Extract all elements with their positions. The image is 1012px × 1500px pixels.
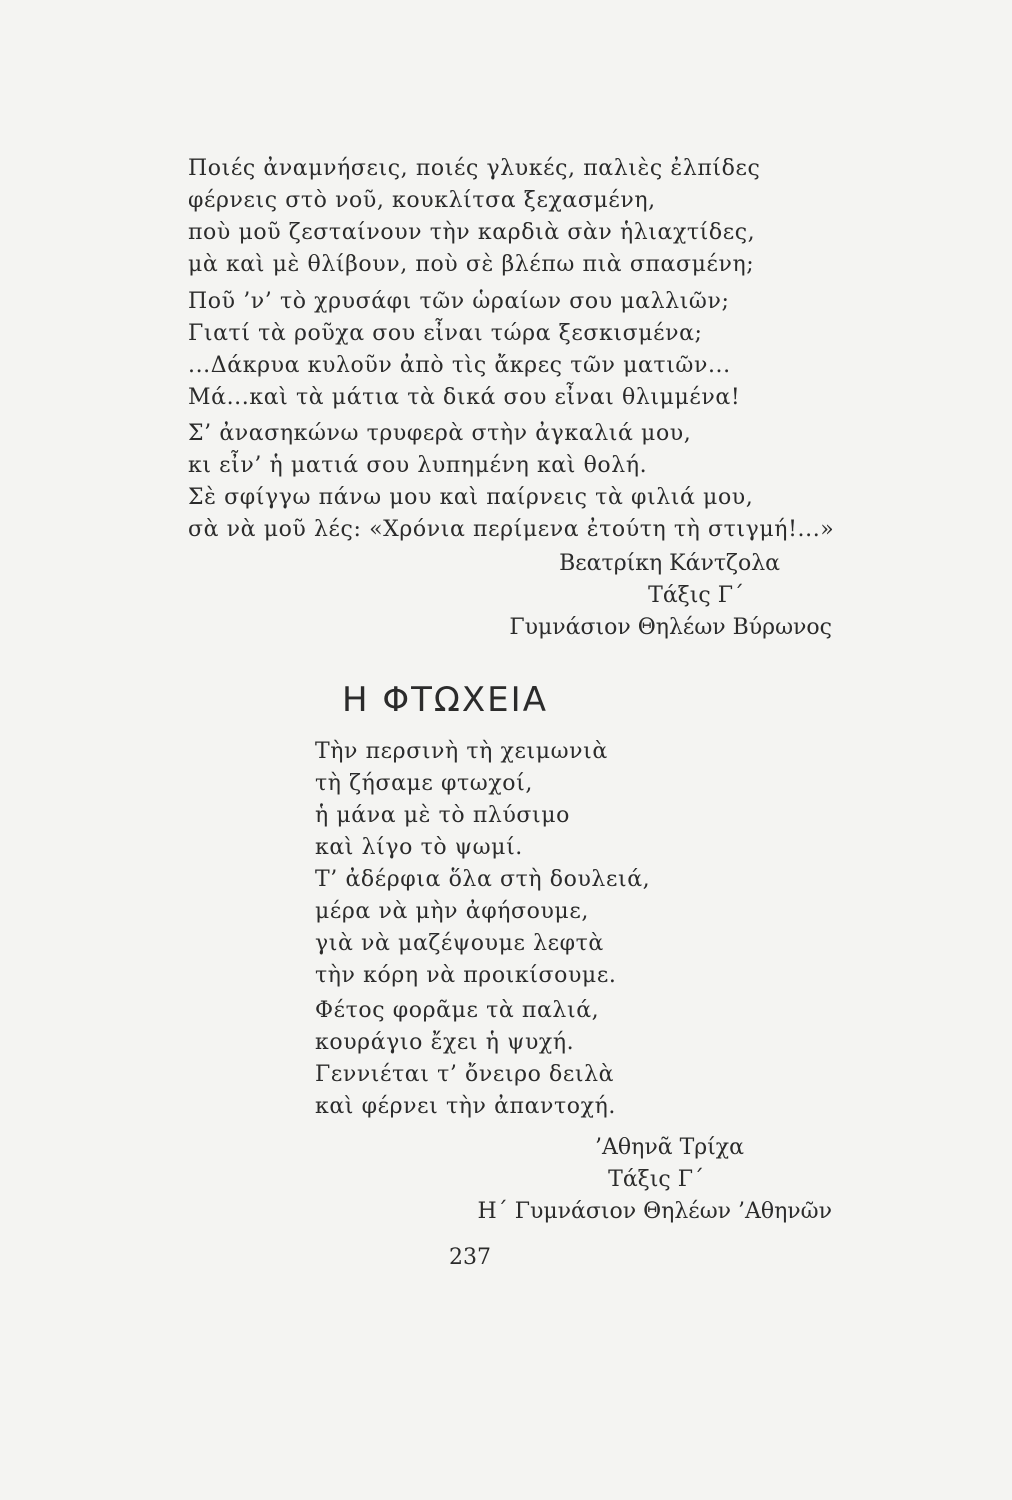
verse-line: Φέτος φορᾶμε τὰ παλιά,: [315, 998, 600, 1023]
verse-line: Γιατί τὰ ροῦχα σου εἶναι τώρα ξεσκισμένα;: [188, 321, 703, 346]
verse-line: καὶ λίγο τὸ ψωμί.: [315, 835, 523, 860]
verse-line: φέρνεις στὸ νοῦ, κουκλίτσα ξεχασμένη,: [188, 188, 656, 213]
author-class: Τάξις Γ΄: [648, 583, 744, 608]
verse-line: Ποῦ ’ν’ τὸ χρυσάφι τῶν ὡραίων σου μαλλιῶν;: [188, 289, 730, 314]
verse-line: καὶ φέρνει τὴν ἀπαντοχή.: [315, 1094, 616, 1119]
verse-line: Τ’ ἀδέρφια ὅλα στὴ δουλειά,: [315, 867, 651, 892]
author-class: Τάξις Γ΄: [608, 1167, 704, 1192]
author-school: Η΄ Γυμνάσιον Θηλέων ’Αθηνῶν: [477, 1199, 832, 1224]
verse-line: Μά...καὶ τὰ μάτια τὰ δικά σου εἶναι θλιμμένα!: [188, 385, 741, 410]
poem2-stanza-2: [315, 864, 650, 992]
poem2-stanza-1: [315, 736, 608, 864]
poem1-stanza-3: [188, 418, 834, 546]
page-number: 237: [449, 1245, 491, 1270]
verse-line: σὰ νὰ μοῦ λές: «Χρόνια περίμενα ἐτούτη τὴ στιγμή!...»: [188, 517, 835, 542]
poem1-signature: [509, 548, 832, 644]
poem1-stanza-1: [188, 153, 760, 281]
verse-line: τὴν κόρη νὰ προικίσουμε.: [315, 963, 617, 988]
poem2-signature: [478, 1132, 832, 1228]
verse-line: ...Δάκρυα κυλοῦν ἀπὸ τὶς ἄκρες τῶν ματιῶν...: [188, 353, 731, 378]
verse-line: τὴ ζήσαμε φτωχοί,: [315, 771, 533, 796]
poem2-stanza-3: [315, 995, 616, 1123]
verse-line: Γεννιέται τ’ ὄνειρο δειλὰ: [315, 1062, 615, 1087]
verse-line: ποὺ μοῦ ζεσταίνουν τὴν καρδιὰ σὰν ἡλιαχτίδες,: [188, 220, 756, 245]
verse-line: Τὴν περσινὴ τὴ χειμωνιὰ: [315, 739, 608, 764]
poem2-title: Η ΦΤΩΧΕΙΑ: [342, 680, 548, 720]
poem1-stanza-2: [188, 286, 740, 414]
verse-line: Σὲ σφίγγω πάνω μου καὶ παίρνεις τὰ φιλιά μου,: [188, 485, 754, 510]
verse-line: κουράγιο ἔχει ἡ ψυχή.: [315, 1030, 575, 1055]
verse-line: Ποιές ἀναμνήσεις, ποιές γλυκές, παλιὲς ἐλπίδες: [188, 156, 761, 181]
author-name: ’Αθηνᾶ Τρίχα: [595, 1135, 744, 1160]
verse-line: γιὰ νὰ μαζέψουμε λεφτὰ: [315, 931, 604, 956]
author-name: Βεατρίκη Κάντζολα: [559, 551, 780, 576]
verse-line: μὰ καὶ μὲ θλίβουν, ποὺ σὲ βλέπω πιὰ σπασμένη;: [188, 252, 755, 277]
verse-line: μέρα νὰ μὴν ἀφήσουμε,: [315, 899, 589, 924]
verse-line: ἡ μάνα μὲ τὸ πλύσιμο: [315, 803, 571, 828]
verse-line: κι εἶν’ ἡ ματιά σου λυπημένη καὶ θολή.: [188, 453, 648, 478]
verse-line: Σ’ ἀνασηκώνω τρυφερὰ στὴν ἀγκαλιά μου,: [188, 421, 692, 446]
author-school: Γυμνάσιον Θηλέων Βύρωνος: [509, 615, 832, 640]
